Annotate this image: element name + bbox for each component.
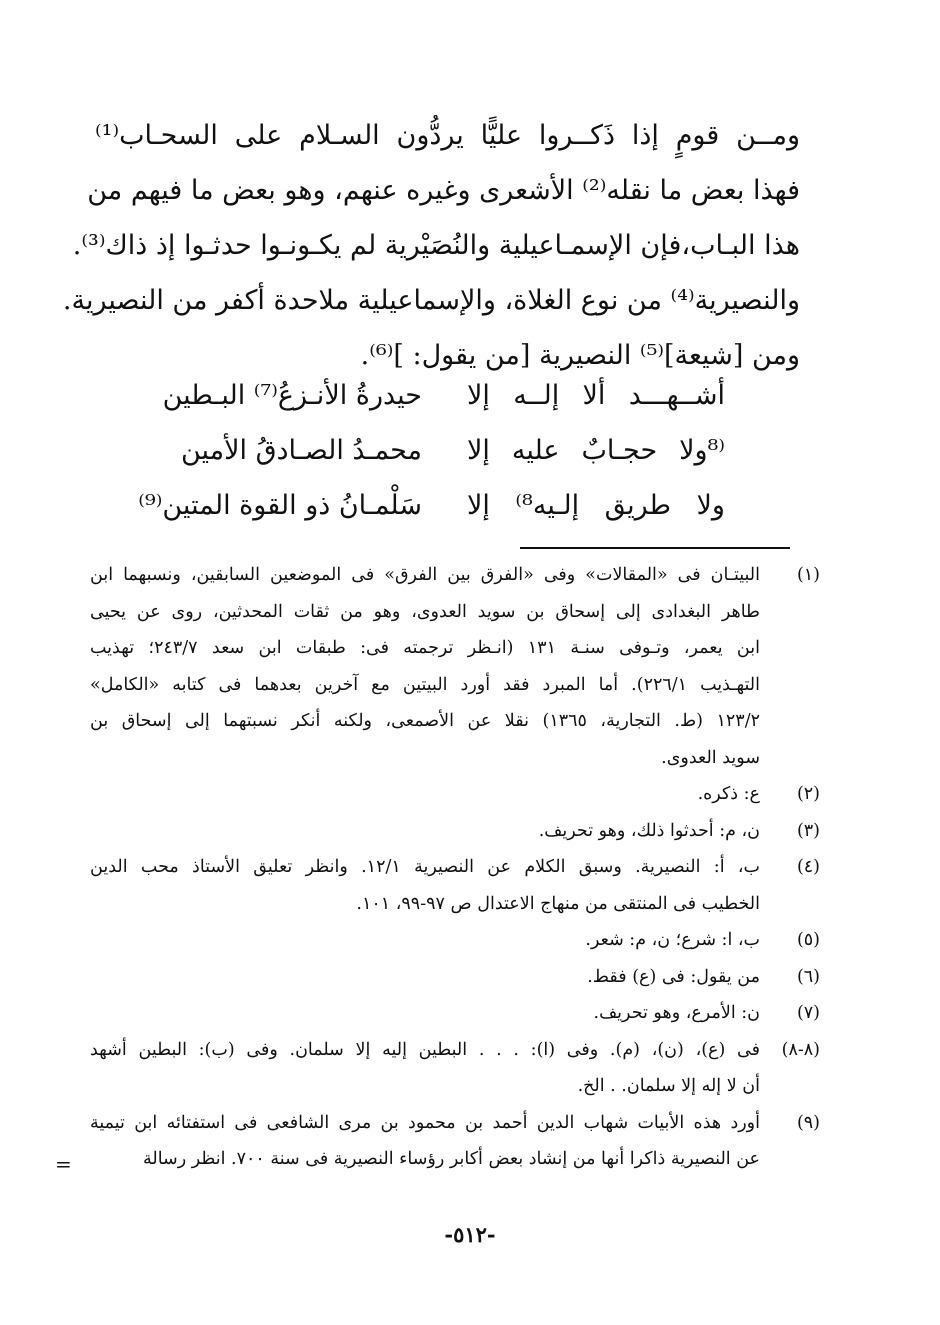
verse-line: [160, 435, 725, 490]
footnote-number: (٤): [796, 857, 820, 877]
footnote-line: ب، أ: النصيرية. وسبق الكلام عن النصيرية ١٢/١. وانظر تعليق الأستاذ محب الدين: [90, 857, 761, 877]
footnote: [90, 849, 820, 922]
footnote: [90, 557, 820, 776]
footnote-number: (٥): [796, 930, 820, 950]
footnote-line: ع: ذكره.: [697, 784, 760, 804]
footnote-number: (١): [796, 565, 820, 585]
verse-first-hemistich: أشــهـــد ألا إلــه إلا: [467, 380, 725, 411]
footnote-line: ب، ا: شرع؛ ن، م: شعر.: [585, 930, 760, 950]
footnote: [90, 813, 820, 850]
footnote-line: من يقول: فى (ع) فقط.: [587, 966, 760, 987]
footnote: [90, 1105, 820, 1178]
text-line: ومــن قومٍ إذا ذَكــروا عليًّا يردُّون السـلام على السحـاب⁽¹⁾: [95, 120, 800, 151]
verse-first-hemistich: ⁽⁸ولا حجـابٌ عليه إلا: [467, 435, 725, 466]
footnote-line: ن: الأمرع، وهو تحريف.: [593, 1003, 760, 1023]
footnote-line: التهـذيب ٢٢٦/١). أما المبرد فقد أورد البيتين مع آخرين بعدهما فى كتابه «الكامل»: [90, 674, 760, 695]
footnote-number: (٦): [796, 966, 820, 987]
continuation-mark: =: [55, 1152, 72, 1176]
footnote-line: سويد العدوى.: [661, 747, 760, 768]
footnote-line: أن لا إله إلا سلمان. . الخ.: [577, 1076, 760, 1096]
verse-second-hemistich: محمـدُ الصـادقُ الأمين: [180, 435, 422, 466]
text-line: فهذا بعض ما نقله⁽²⁾ الأشعرى وغيره عنهم، وهو بعض ما فيهم من: [87, 175, 800, 206]
footnote: [90, 922, 820, 959]
main-text: [62, 108, 800, 383]
footnote-line: ١٢٣/٢ (ط. التجارية، ١٣٦٥) نقلا عن الأصمعى، ولكنه أنكر نسبتهما إلى إسحاق بن: [90, 711, 760, 731]
footnote-number: (٨-٨): [781, 1039, 820, 1060]
footnote-line: ن، م: أحدثوا ذلك، وهو تحريف.: [538, 820, 760, 841]
footnote: [90, 1032, 820, 1105]
footnote-number: (٧): [796, 1003, 820, 1023]
footnote-separator: [520, 547, 790, 549]
text-line: هذا البـاب،فإن الإسمـاعيلية والنُصَيْرية لم يكـونـوا حدثـوا إذ ذاك⁽³⁾.: [72, 230, 800, 261]
footnotes: [90, 557, 820, 1178]
footnote-line: ابن يعمر، وتـوفى سنـة ١٣١ (انـظر ترجمته فى: طبقات ابن سعد ٢٤٣/٧؛ تهذيب: [90, 638, 760, 658]
verse-second-hemistich: سَلْمـانُ ذو القوة المتين⁽⁹⁾: [138, 490, 422, 521]
verse-first-hemistich: ولا طريق إلـيه⁸⁾ إلا: [467, 490, 725, 521]
page-number: -٥١٢-: [444, 1222, 496, 1247]
verse-second-hemistich: حيدرةُ الأنـزعُ⁽⁷⁾ البـطين: [162, 380, 422, 411]
footnote-line: البيتـان فى «المقالات» وفى «الفرق بين الفرق» فى الموضعين السابقين، ونسبهما ابن: [90, 565, 760, 585]
footnote-number: (٢): [796, 784, 820, 804]
poem-verses: [138, 380, 725, 545]
footnote-number: (٣): [796, 820, 820, 841]
footnote: [90, 995, 820, 1032]
footnote-line: الخطيب فى المنتقى من منهاج الاعتدال ص ٩٧-٩٩، ١٠١.: [356, 893, 760, 914]
footnote: [90, 776, 820, 813]
verse-line: [160, 380, 725, 435]
footnote-line: عن النصيرية ذاكرا أنها من إنشاد بعض أكابر رؤساء النصيرية فى سنة ٧٠٠. انظر رسالة: [142, 1149, 760, 1169]
footnote: [90, 959, 820, 996]
verse-line: [138, 490, 725, 545]
text-line: ومن [شيعة]⁽⁵⁾ النصيرية [من يقول: ]⁽⁶⁾.: [360, 340, 800, 371]
footnote-line: طاهر البغدادى إلى إسحاق بن سويد العدوى، وهو من ثقات المحدثين، روى عن يحيى: [90, 601, 760, 622]
footnote-line: أورد هذه الأبيات شهاب الدين أحمد بن محمود بن مرى الشافعى فى استفتائه ابن تيمية: [90, 1112, 760, 1133]
footnote-line: فى (ع)، (ن)، (م). وفى (ا): . . . البطين إليه إلا سلمان. وفى (ب): البطين أشهد: [90, 1039, 760, 1060]
footnote-number: (٩): [796, 1112, 820, 1133]
text-line: والنصيرية⁽⁴⁾ من نوع الغلاة، والإسماعيلية ملاحدة أكفر من النصيرية.: [62, 285, 800, 316]
